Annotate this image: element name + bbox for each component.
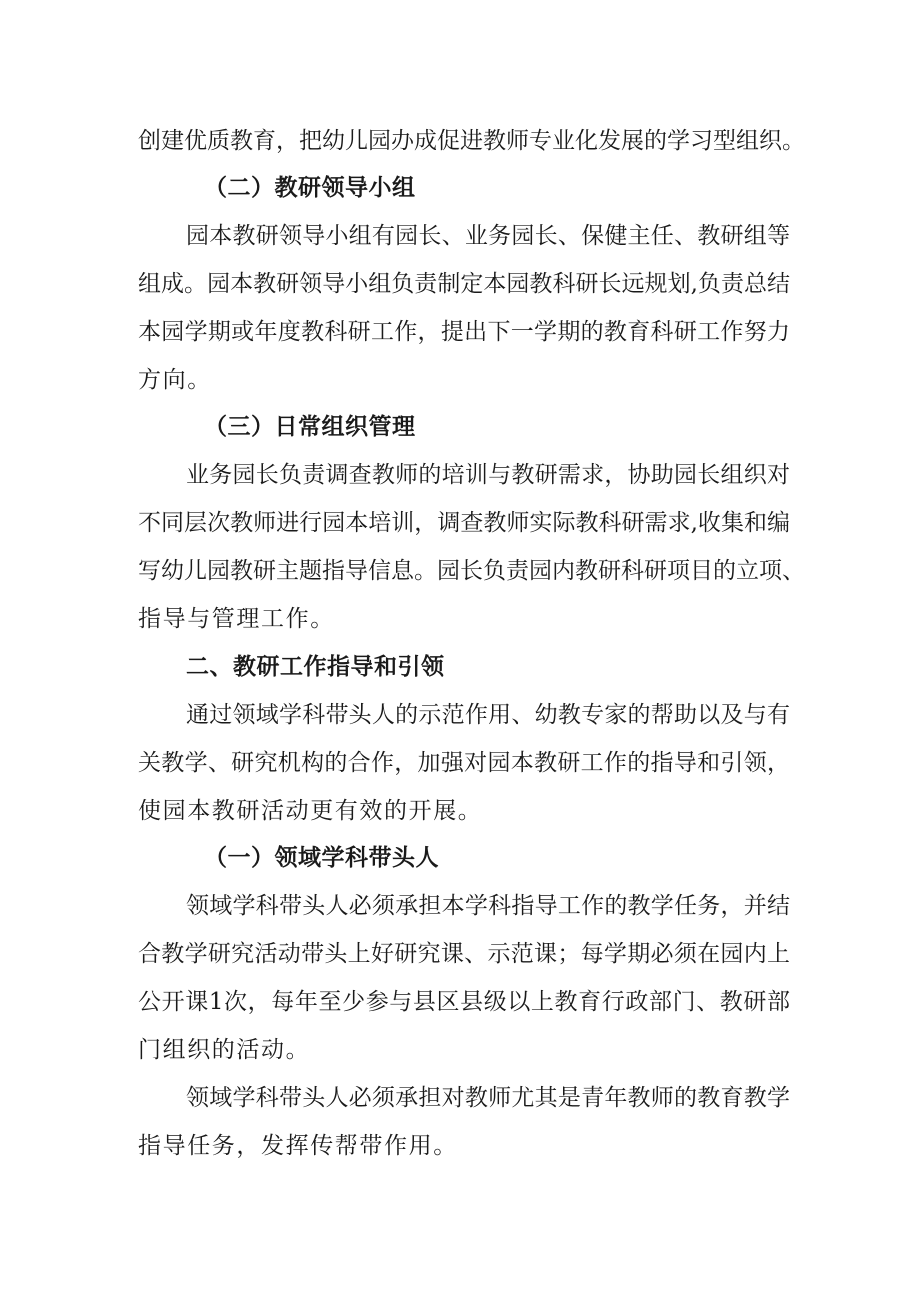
body-text-line: 园本教研领导小组有园长、业务园长、保健主任、教研组等 xyxy=(186,223,790,249)
body-text-line: 方向。 xyxy=(138,367,212,393)
body-text-line: 不同层次教师进行园本培训，调查教师实际教科研需求,收集和编 xyxy=(138,510,790,536)
body-text-line: 领域学科带头人必须承担本学科指导工作的教学任务，并结 xyxy=(186,893,790,919)
body-text-line: 写幼儿园教研主题指导信息。园长负责园内教研科研项目的立项、 xyxy=(138,558,805,584)
body-text-line: 合教学研究活动带头上好研究课、示范课；每学期必须在园内上 xyxy=(138,941,790,967)
body-text-line: 指导与管理工作。 xyxy=(138,606,335,632)
section-subheading: （一）领域学科带头人 xyxy=(204,845,439,871)
body-text-line: 指导任务，发挥传帮带作用。 xyxy=(138,1133,458,1159)
section-heading: 二、教研工作指导和引领 xyxy=(186,654,445,680)
body-text-line: 关教学、研究机构的合作，加强对园本教研工作的指导和引领， xyxy=(138,750,790,776)
body-text-line: 业务园长负责调查教师的培训与教研需求，协助园长组织对 xyxy=(186,462,790,488)
body-text-line: 创建优质教育，把幼儿园办成促进教师专业化发展的学习型组织。 xyxy=(138,128,805,154)
body-text-line: 门组织的活动。 xyxy=(138,1037,311,1063)
body-text-line: 通过领域学科带头人的示范作用、幼教专家的帮助以及与有 xyxy=(186,702,790,728)
body-text-line: 本园学期或年度教科研工作，提出下一学期的教育科研工作努力 xyxy=(138,319,790,345)
body-text-line: 组成。园本教研领导小组负责制定本园教科研长远规划,负责总结 xyxy=(138,271,790,297)
body-text-line: 使园本教研活动更有效的开展。 xyxy=(138,798,483,824)
body-text-line: 领域学科带头人必须承担对教师尤其是青年教师的教育教学 xyxy=(186,1085,790,1111)
section-subheading: （三）日常组织管理 xyxy=(204,414,416,440)
body-text-line: 公开课1次，每年至少参与县区县级以上教育行政部门、教研部 xyxy=(138,989,790,1015)
section-subheading: （二）教研领导小组 xyxy=(204,175,416,201)
